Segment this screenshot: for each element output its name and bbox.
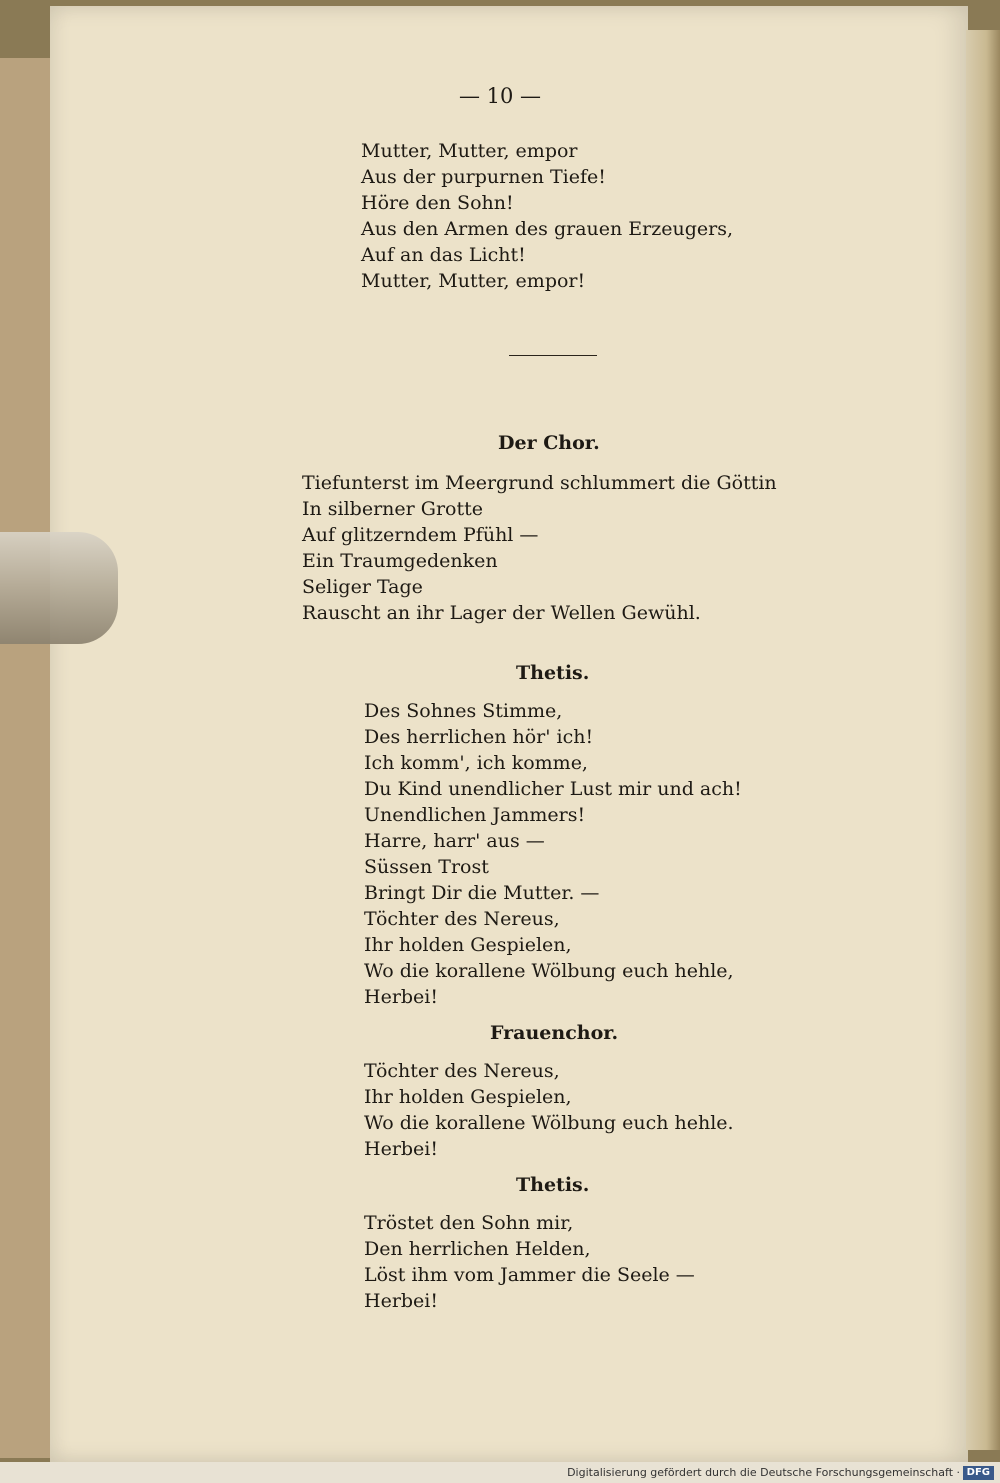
verse-line: Töchter des Nereus,: [364, 908, 560, 930]
footer-credit: Digitalisierung gefördert durch die Deutsche Forschungsgemeinschaft ·: [567, 1466, 960, 1479]
verse-line: Herbei!: [364, 1138, 439, 1160]
stanza-3: [364, 698, 742, 1010]
verse-line: Auf glitzerndem Pfühl —: [302, 524, 539, 546]
verse-line: Töchter des Nereus,: [364, 1060, 560, 1082]
stanza-5: [364, 1210, 695, 1314]
verse-line: Bringt Dir die Mutter. —: [364, 882, 600, 904]
verse-line: Auf an das Licht!: [361, 244, 526, 266]
verse-line: Rauscht an ihr Lager der Wellen Gewühl.: [302, 602, 701, 624]
verse-line: Mutter, Mutter, empor!: [361, 270, 586, 292]
verse-line: Tiefunterst im Meergrund schlummert die Göttin: [302, 472, 777, 494]
verse-line: Mutter, Mutter, empor: [361, 140, 578, 162]
verse-line: Ich komm', ich komme,: [364, 752, 588, 774]
verse-line: Aus der purpurnen Tiefe!: [361, 166, 606, 188]
verse-line: Wo die korallene Wölbung euch hehle.: [364, 1112, 734, 1134]
verse-line: Des herrlichen hör' ich!: [364, 726, 594, 748]
verse-line: Süssen Trost: [364, 856, 489, 878]
verse-line: Herbei!: [364, 1290, 439, 1312]
verse-line: Ihr holden Gespielen,: [364, 934, 572, 956]
next-page-edge: [966, 30, 1000, 1450]
verse-line: Harre, harr' aus —: [364, 830, 545, 852]
stanza-1: [361, 138, 733, 294]
speaker-heading-chor: Der Chor.: [498, 432, 600, 454]
verse-line: Den herrlichen Helden,: [364, 1238, 591, 1260]
verse-line: Herbei!: [364, 986, 439, 1008]
verse-line: Löst ihm vom Jammer die Seele —: [364, 1264, 695, 1286]
verse-line: Höre den Sohn!: [361, 192, 514, 214]
dfg-logo-icon: DFG: [963, 1466, 994, 1480]
verse-line: Wo die korallene Wölbung euch hehle,: [364, 960, 734, 982]
speaker-heading-frauenchor: Frauenchor.: [490, 1022, 619, 1044]
verse-line: Aus den Armen des grauen Erzeugers,: [361, 218, 734, 240]
verse-line: Unendlichen Jammers!: [364, 804, 586, 826]
verse-line: Du Kind unendlicher Lust mir und ach!: [364, 778, 742, 800]
stanza-2: [302, 470, 777, 626]
stanza-4: [364, 1058, 734, 1162]
verse-line: Seliger Tage: [302, 576, 423, 598]
speaker-heading-thetis: Thetis.: [516, 662, 590, 684]
section-divider: [509, 355, 597, 356]
page-clip: [0, 532, 118, 644]
speaker-heading-thetis-2: Thetis.: [516, 1174, 590, 1196]
verse-line: In silberner Grotte: [302, 498, 483, 520]
verse-line: Ein Traumgedenken: [302, 550, 498, 572]
verse-line: Tröstet den Sohn mir,: [364, 1212, 574, 1234]
verse-line: Des Sohnes Stimme,: [364, 700, 563, 722]
page-number: — 10 —: [458, 84, 542, 108]
verse-line: Ihr holden Gespielen,: [364, 1086, 572, 1108]
